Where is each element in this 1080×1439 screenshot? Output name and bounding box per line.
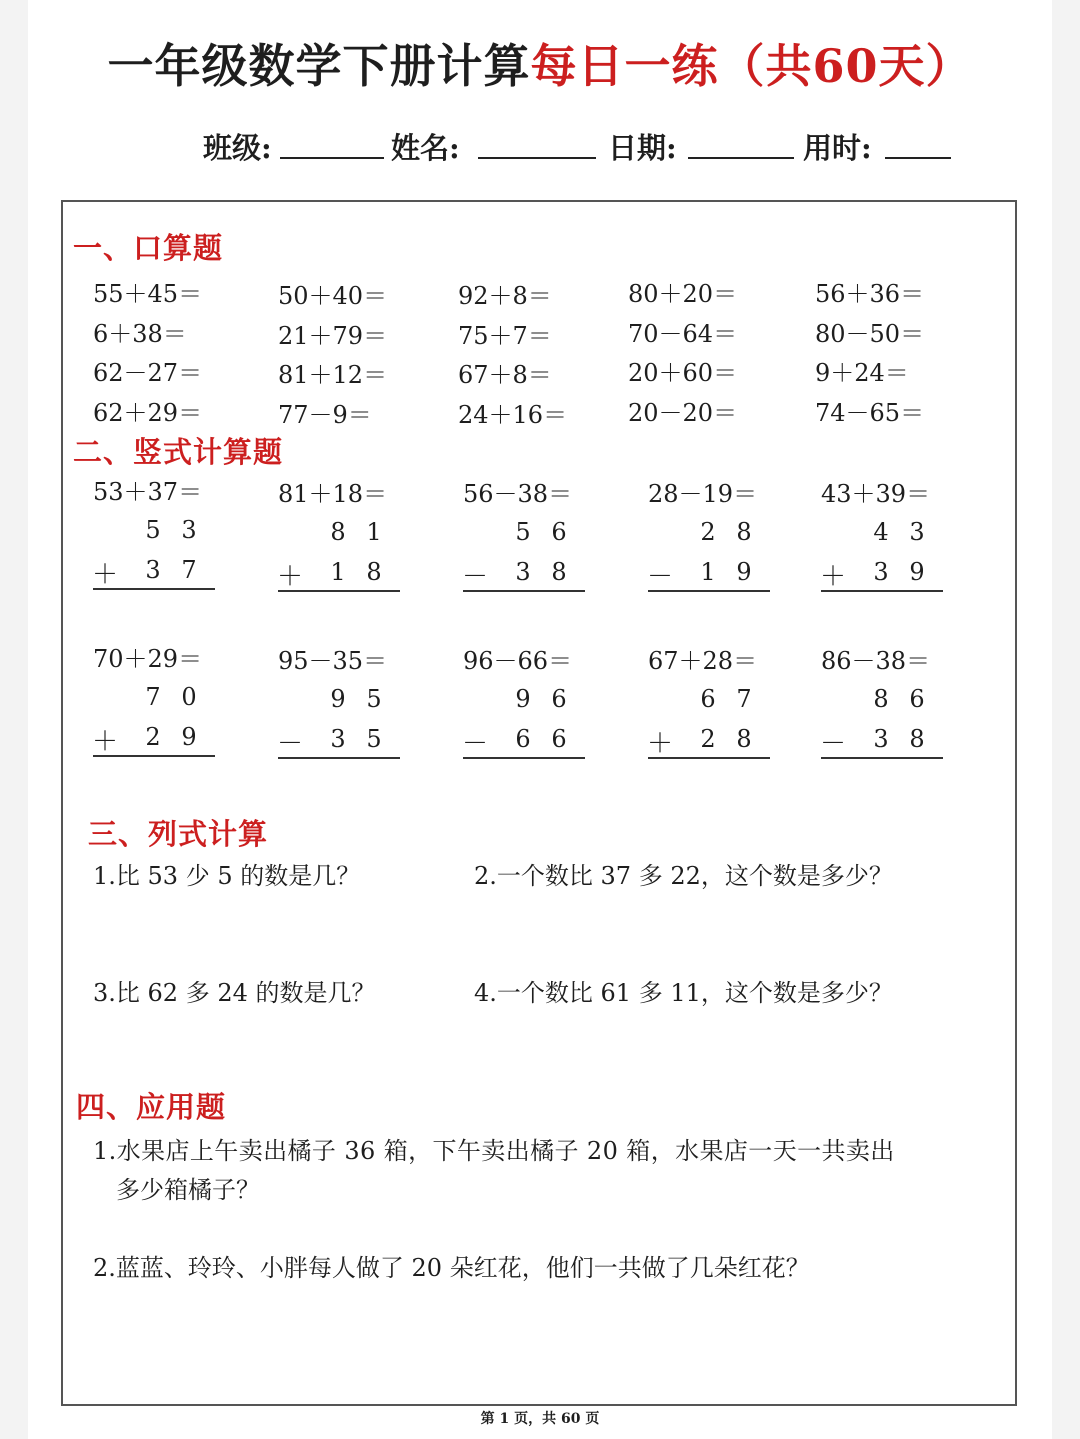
vertical-top-ones-digit: 5 (366, 685, 382, 713)
vertical-expression: 53＋37＝ (93, 478, 203, 506)
mental-problem: 6＋38＝ (93, 320, 187, 348)
vertical-top-ones-digit: 3 (181, 516, 197, 544)
vertical-operator: ＋ (277, 562, 304, 592)
mental-problem: 77－9＝ (278, 401, 372, 429)
vertical-underline (648, 590, 770, 592)
vertical-bottom-ones-digit: 8 (366, 558, 382, 586)
vertical-top-ones-digit: 6 (909, 685, 925, 713)
vertical-operator: ＋ (92, 560, 119, 590)
vertical-expression: 43＋39＝ (821, 480, 931, 508)
class-blank[interactable] (280, 157, 384, 159)
mental-problem: 67＋8＝ (458, 361, 552, 389)
vertical-bottom-ones-digit: 7 (181, 556, 197, 584)
mental-problem: 21＋79＝ (278, 322, 388, 350)
vertical-bottom-tens-digit: 3 (873, 725, 889, 753)
section-mental-title: 一、口算题 (73, 231, 224, 265)
vertical-top-ones-digit: 3 (909, 518, 925, 546)
mental-problem: 62－27＝ (93, 359, 203, 387)
mental-problem: 55＋45＝ (93, 280, 203, 308)
time-blank[interactable] (885, 157, 951, 159)
vertical-bottom-ones-digit: 6 (551, 725, 567, 753)
vertical-expression: 70＋29＝ (93, 645, 203, 673)
mental-problem: 20＋60＝ (628, 359, 738, 387)
title-highlight: 每日一练（共60天） (530, 39, 973, 93)
word-problem-1-line2: 多少箱橘子？ (116, 1176, 260, 1204)
vertical-expression: 95－35＝ (278, 647, 388, 675)
vertical-top-tens-digit: 4 (873, 518, 889, 546)
mental-problem: 20－20＝ (628, 399, 738, 427)
vertical-underline (648, 757, 770, 759)
vertical-top-ones-digit: 0 (181, 683, 197, 711)
vertical-top-tens-digit: 5 (515, 518, 531, 546)
vertical-top-ones-digit: 6 (551, 685, 567, 713)
mental-problem: 70－64＝ (628, 320, 738, 348)
title-main: 一年级数学下册计算 (107, 39, 531, 93)
vertical-expression: 86－38＝ (821, 647, 931, 675)
vertical-underline (463, 590, 585, 592)
equation-question-4: 4.一个数比 61 多 11，这个数是多少？ (474, 979, 893, 1007)
vertical-operator: － (647, 562, 674, 592)
section-vertical-title: 二、竖式计算题 (73, 435, 284, 469)
mental-problem: 75＋7＝ (458, 322, 552, 350)
vertical-expression: 56－38＝ (463, 480, 573, 508)
vertical-bottom-tens-digit: 3 (145, 556, 161, 584)
vertical-bottom-ones-digit: 9 (736, 558, 752, 586)
vertical-bottom-tens-digit: 3 (873, 558, 889, 586)
vertical-operator: － (462, 729, 489, 759)
vertical-top-tens-digit: 5 (145, 516, 161, 544)
vertical-expression: 81＋18＝ (278, 480, 388, 508)
vertical-top-tens-digit: 9 (515, 685, 531, 713)
vertical-top-ones-digit: 7 (736, 685, 752, 713)
vertical-operator: － (820, 729, 847, 759)
vertical-operator: ＋ (92, 727, 119, 757)
equation-question-2: 2.一个数比 37 多 22，这个数是多少？ (474, 862, 893, 890)
vertical-operator: ＋ (647, 729, 674, 759)
vertical-underline (278, 757, 400, 759)
mental-problem: 74－65＝ (815, 399, 925, 427)
mental-problem: 24＋16＝ (458, 401, 568, 429)
vertical-top-tens-digit: 6 (700, 685, 716, 713)
vertical-top-tens-digit: 7 (145, 683, 161, 711)
vertical-top-tens-digit: 8 (330, 518, 346, 546)
vertical-expression: 96－66＝ (463, 647, 573, 675)
vertical-underline (278, 590, 400, 592)
vertical-top-ones-digit: 6 (551, 518, 567, 546)
page-footer: 第 1 页，共 60 页 (480, 1411, 600, 1427)
mental-problem: 80－50＝ (815, 320, 925, 348)
section-equation-title: 三、列式计算 (88, 817, 269, 851)
vertical-bottom-ones-digit: 9 (181, 723, 197, 751)
class-label: 班级: (203, 131, 272, 165)
vertical-top-ones-digit: 1 (366, 518, 382, 546)
vertical-bottom-tens-digit: 1 (700, 558, 716, 586)
mental-problem: 92＋8＝ (458, 282, 552, 310)
word-problem-1-line1: 1.水果店上午卖出橘子 36 箱，下午卖出橘子 20 箱，水果店一天一共卖出 (93, 1137, 895, 1165)
vertical-operator: － (462, 562, 489, 592)
vertical-bottom-tens-digit: 3 (515, 558, 531, 586)
mental-problem: 56＋36＝ (815, 280, 925, 308)
vertical-bottom-tens-digit: 2 (145, 723, 161, 751)
word-problem-2: 2.蓝蓝、玲玲、小胖每人做了 20 朵红花，他们一共做了几朵红花？ (93, 1254, 810, 1282)
mental-problem: 9＋24＝ (815, 359, 909, 387)
vertical-bottom-ones-digit: 9 (909, 558, 925, 586)
mental-problem: 81＋12＝ (278, 361, 388, 389)
mental-problem: 50＋40＝ (278, 282, 388, 310)
vertical-underline (463, 757, 585, 759)
vertical-bottom-tens-digit: 3 (330, 725, 346, 753)
vertical-bottom-tens-digit: 6 (515, 725, 531, 753)
worksheet-title (0, 30, 1080, 96)
vertical-bottom-tens-digit: 2 (700, 725, 716, 753)
vertical-bottom-ones-digit: 8 (909, 725, 925, 753)
vertical-operator: － (277, 729, 304, 759)
vertical-top-tens-digit: 9 (330, 685, 346, 713)
vertical-bottom-ones-digit: 8 (736, 725, 752, 753)
vertical-top-tens-digit: 2 (700, 518, 716, 546)
mental-problem: 80＋20＝ (628, 280, 738, 308)
vertical-bottom-ones-digit: 5 (366, 725, 382, 753)
vertical-operator: ＋ (820, 562, 847, 592)
name-label: 姓名: (391, 131, 460, 165)
vertical-bottom-ones-digit: 8 (551, 558, 567, 586)
vertical-expression: 67＋28＝ (648, 647, 758, 675)
date-label: 日期: (608, 131, 677, 165)
vertical-bottom-tens-digit: 1 (330, 558, 346, 586)
mental-problem: 62＋29＝ (93, 399, 203, 427)
name-blank[interactable] (478, 157, 596, 159)
vertical-underline (93, 588, 215, 590)
vertical-top-tens-digit: 8 (873, 685, 889, 713)
equation-question-3: 3.比 62 多 24 的数是几？ (93, 979, 376, 1007)
time-label: 用时: (803, 131, 872, 165)
vertical-underline (93, 755, 215, 757)
vertical-top-ones-digit: 8 (736, 518, 752, 546)
equation-question-1: 1.比 53 少 5 的数是几？ (93, 862, 361, 890)
vertical-expression: 28－19＝ (648, 480, 758, 508)
date-blank[interactable] (688, 157, 794, 159)
section-word-title: 四、应用题 (76, 1090, 227, 1124)
vertical-underline (821, 757, 943, 759)
vertical-underline (821, 590, 943, 592)
